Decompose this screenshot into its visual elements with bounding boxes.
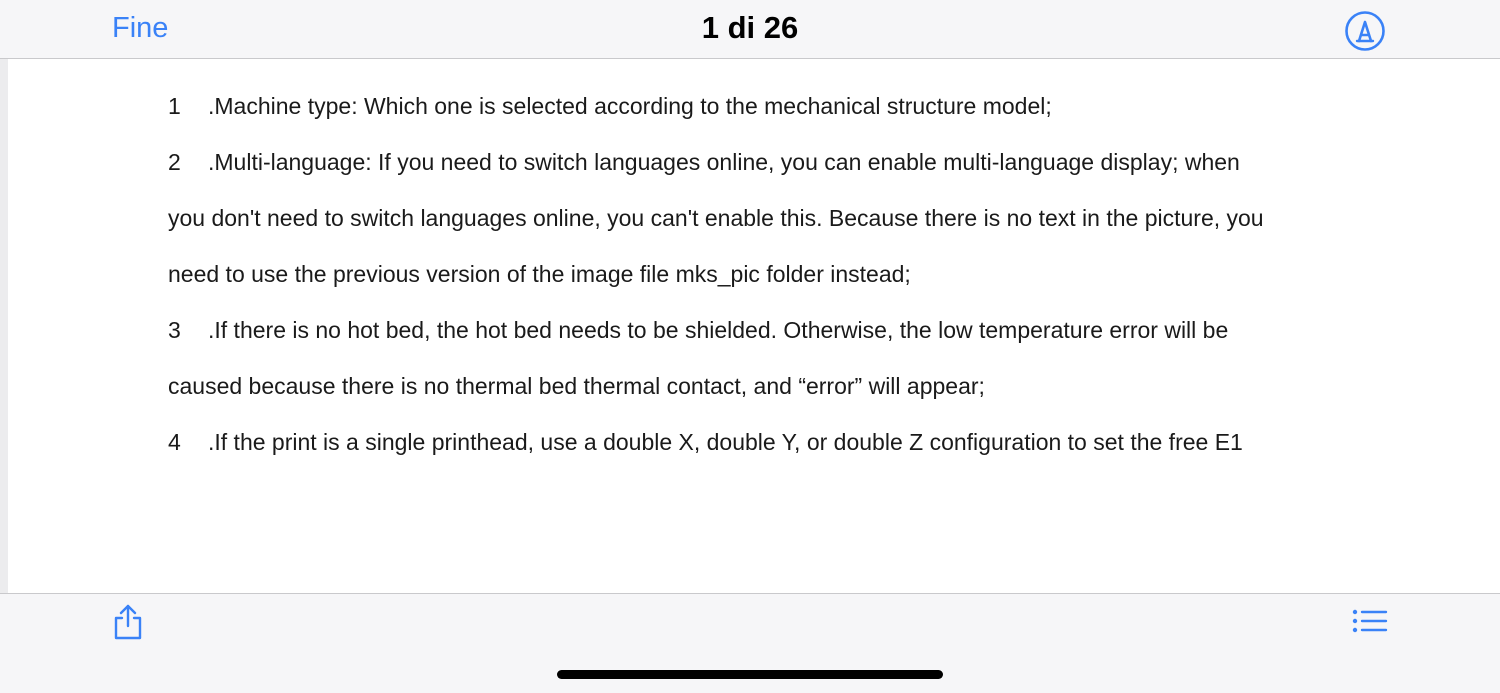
list-number: 1 <box>168 93 181 119</box>
list-number: 3 <box>168 317 181 343</box>
document-page <box>8 59 1500 593</box>
line-text: .If the print is a single printhead, use a double X, double Y, or double Z configuration to set the free E1 <box>208 429 1243 455</box>
clipped-text-line <box>168 59 608 61</box>
bottom-toolbar <box>0 593 1500 693</box>
paragraph-line <box>168 148 1240 176</box>
document-scroll-area[interactable] <box>0 59 1500 593</box>
paragraph-line <box>168 204 1264 232</box>
paragraph-line <box>168 260 911 288</box>
page-indicator: 1 di 26 <box>701 10 799 45</box>
line-text: .Machine type: Which one is selected according to the mechanical structure model; <box>208 93 1052 119</box>
line-text: .Multi-language: If you need to switch languages online, you can enable multi-language display; when <box>208 149 1240 175</box>
top-navigation-bar <box>0 0 1500 59</box>
share-icon[interactable] <box>110 602 146 642</box>
list-number: 2 <box>168 149 181 175</box>
done-button[interactable]: Fine <box>112 12 169 44</box>
list-number: 4 <box>168 429 181 455</box>
line-text: .If there is no hot bed, the hot bed needs to be shielded. Otherwise, the low temperature error will be <box>208 317 1229 343</box>
paragraph-line <box>168 92 1052 120</box>
paragraph-line <box>168 372 985 400</box>
markup-pen-icon[interactable] <box>1343 9 1387 53</box>
home-indicator[interactable] <box>557 670 943 679</box>
line-text: need to use the previous version of the image file mks_pic folder instead; <box>168 261 911 287</box>
line-text: caused because there is no thermal bed thermal contact, and “error” will appear; <box>168 373 985 399</box>
paragraph-line <box>168 428 1243 456</box>
list-icon[interactable] <box>1350 608 1390 638</box>
line-text: you don't need to switch languages online, you can't enable this. Because there is no text in the picture, you <box>168 205 1264 231</box>
paragraph-line <box>168 316 1228 344</box>
